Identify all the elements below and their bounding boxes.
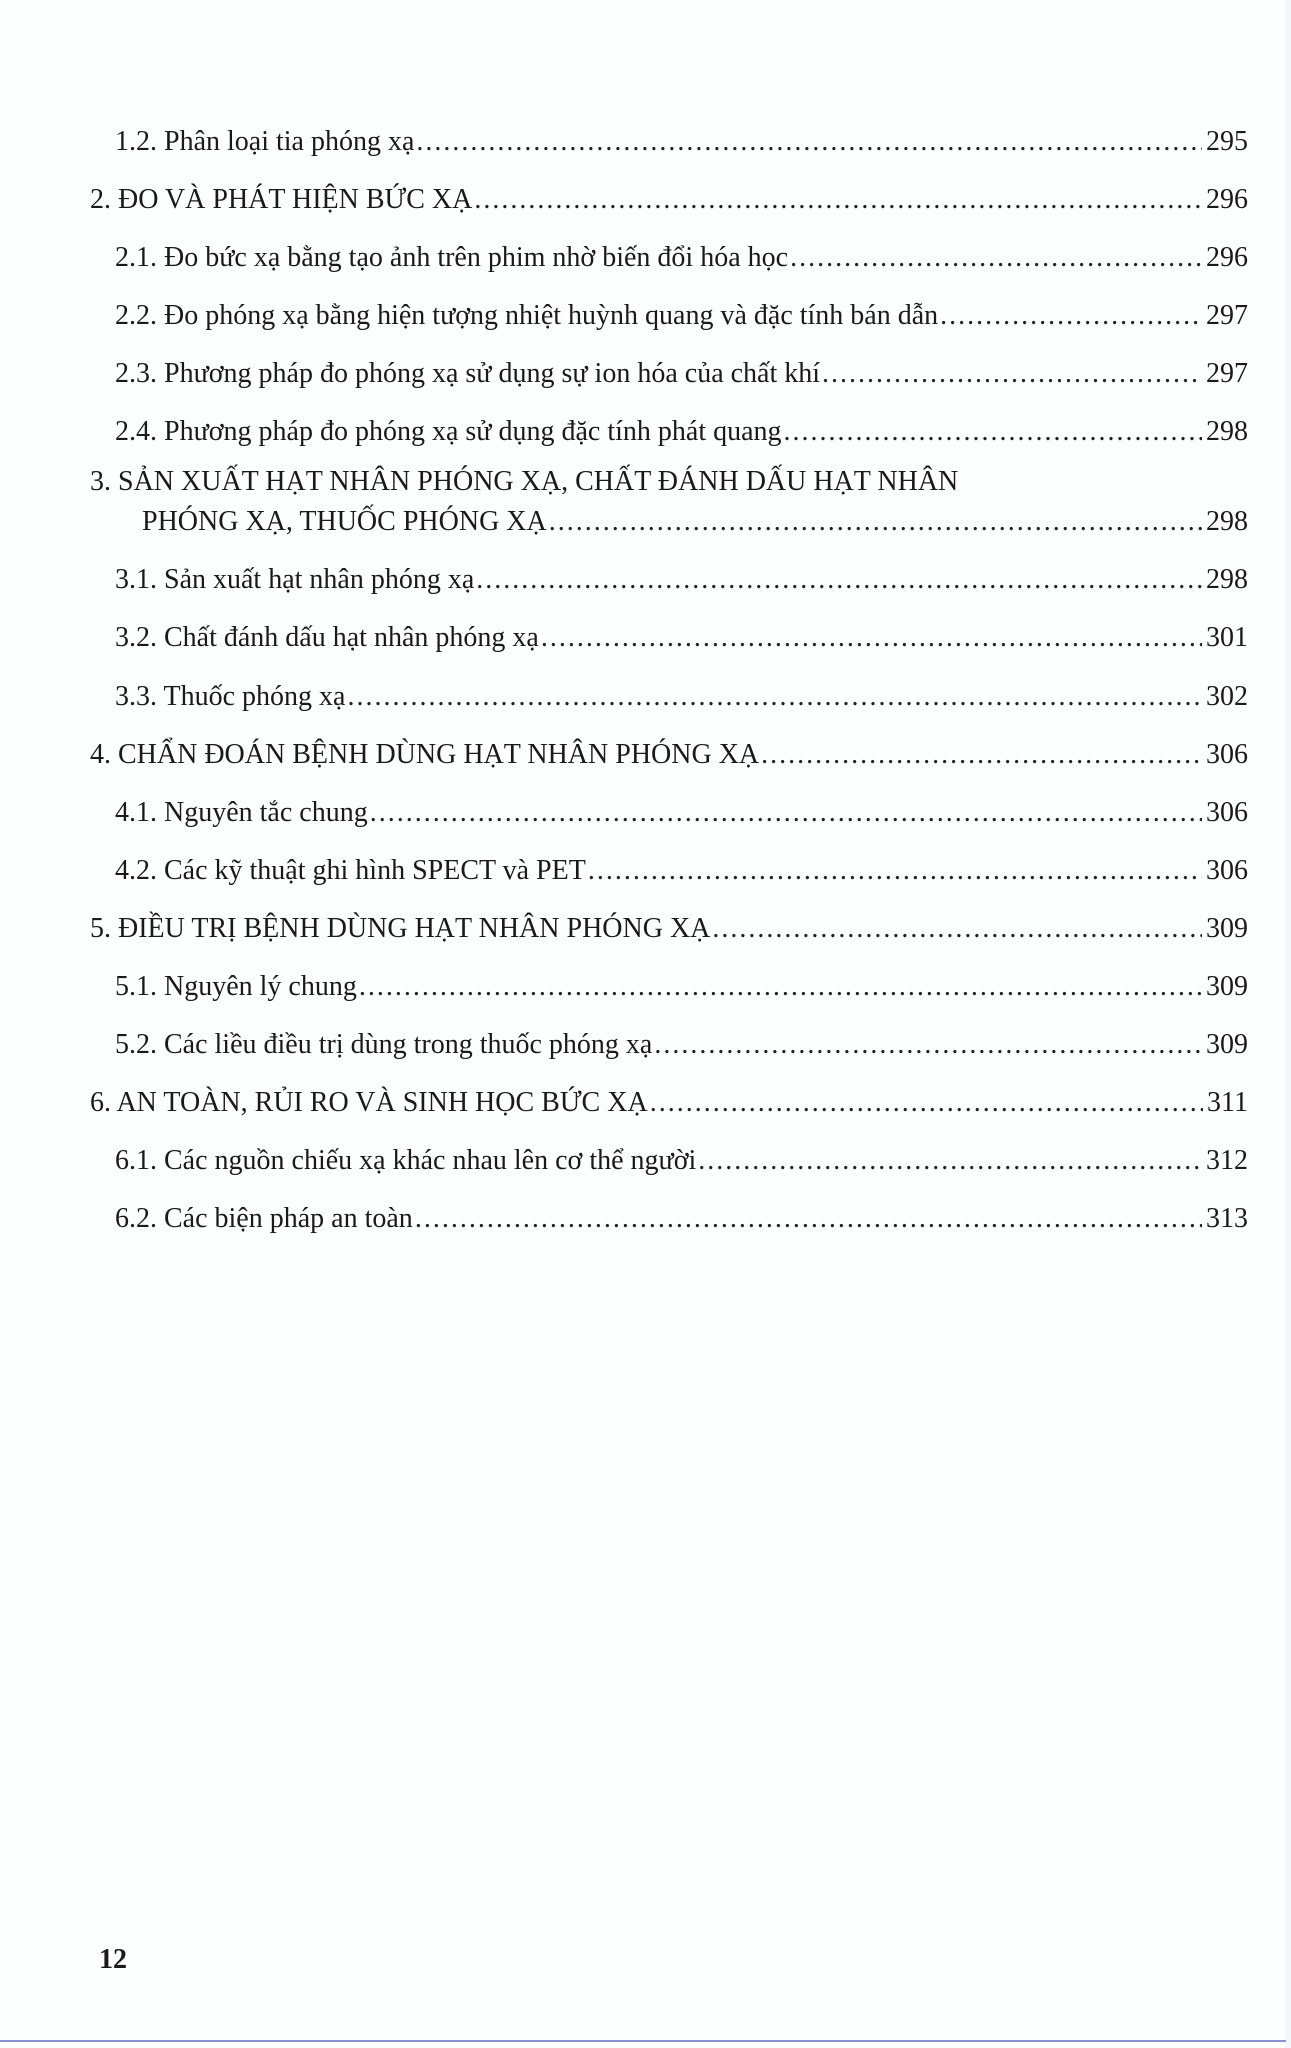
toc-entry-label: 3. SẢN XUẤT HẠT NHÂN PHÓNG XẠ, CHẤT ĐÁNH DẤU HẠT NHÂN [90, 466, 959, 497]
dot-leader [784, 412, 1202, 452]
toc-entry-label: 4.1. Nguyên tắc chung [115, 797, 368, 828]
toc-entry-page: 295 [1206, 126, 1248, 157]
toc-entry-label: 3.2. Chất đánh dấu hạt nhân phóng xạ [115, 622, 539, 653]
dot-leader [654, 1025, 1202, 1065]
page-edge [1285, 0, 1291, 2048]
dot-leader [588, 851, 1202, 891]
toc-entry-label: PHÓNG XẠ, THUỐC PHÓNG XẠ [142, 506, 547, 537]
toc-entry-page: 298 [1206, 506, 1248, 537]
toc-entry-label: 2.4. Phương pháp đo phóng xạ sử dụng đặc tính phát quang [115, 416, 782, 447]
toc-entry-label: 5.1. Nguyên lý chung [115, 971, 357, 1002]
toc-entry-page: 302 [1206, 681, 1248, 712]
toc-entry-label: 6.2. Các biện pháp an toàn [115, 1203, 413, 1234]
dot-leader [650, 1083, 1203, 1123]
toc-entry [115, 1025, 1248, 1065]
toc-entry-page: 296 [1206, 242, 1248, 273]
toc-entry-page: 296 [1206, 184, 1248, 215]
toc-entry-label: 3.1. Sản xuất hạt nhân phóng xạ [115, 564, 475, 595]
toc-entry [115, 793, 1248, 833]
toc-entry-label: 6.1. Các nguồn chiếu xạ khác nhau lên cơ thể người [115, 1145, 697, 1176]
toc-entry-label: 6. AN TOÀN, RỦI RO VÀ SINH HỌC BỨC XẠ [90, 1087, 648, 1118]
toc-entry-page: 311 [1207, 1087, 1248, 1118]
toc-entry [115, 412, 1248, 452]
toc-entry-label: 2.2. Đo phóng xạ bằng hiện tượng nhiệt huỳnh quang và đặc tính bán dẫn [115, 300, 939, 331]
toc-entry [115, 354, 1248, 394]
toc-entry-page: 298 [1206, 564, 1248, 595]
toc-entry-page: 306 [1206, 739, 1248, 770]
dot-leader [698, 1141, 1202, 1181]
toc-entry-label: 1.2. Phân loại tia phóng xạ [115, 126, 415, 157]
toc-entry-label: 2.3. Phương pháp đo phóng xạ sử dụng sự ion hóa của chất khí [115, 358, 821, 389]
toc-entry-label: 4.2. Các kỹ thuật ghi hình SPECT và PET [115, 855, 586, 886]
toc-entry-label: 4. CHẨN ĐOÁN BỆNH DÙNG HẠT NHÂN PHÓNG XẠ [90, 739, 760, 770]
dot-leader [940, 296, 1202, 336]
dot-leader [370, 793, 1202, 833]
toc-entry [115, 1141, 1248, 1181]
page-number: 12 [99, 1944, 127, 1975]
toc-entry [115, 1199, 1248, 1239]
toc-entry-page: 313 [1206, 1203, 1248, 1234]
toc-entry [90, 909, 1248, 949]
dot-leader [359, 967, 1202, 1007]
dot-leader [790, 238, 1202, 278]
dot-leader [474, 180, 1202, 220]
toc-entry-page: 306 [1206, 855, 1248, 886]
toc-entry-label: 2.1. Đo bức xạ bằng tạo ảnh trên phim nhờ biến đổi hóa học [115, 242, 789, 273]
toc-entry [115, 238, 1248, 278]
toc-entry-heading-line [90, 462, 1248, 502]
toc-entry-label: 3.3. Thuốc phóng xạ [115, 681, 346, 712]
toc-entry-page: 309 [1206, 913, 1248, 944]
toc-entry-label: 5. ĐIỀU TRỊ BỆNH DÙNG HẠT NHÂN PHÓNG XẠ [90, 913, 711, 944]
toc-entry [115, 677, 1248, 717]
toc-entry [115, 851, 1248, 891]
toc-entry-label: 5.2. Các liều điều trị dùng trong thuốc phóng xạ [115, 1029, 653, 1060]
toc-entry-page: 309 [1206, 1029, 1248, 1060]
dot-leader [347, 677, 1202, 717]
toc-entry [115, 967, 1248, 1007]
dot-leader [712, 909, 1202, 949]
toc-entry-page: 306 [1206, 797, 1248, 828]
toc-entry [115, 618, 1248, 658]
dot-leader [761, 735, 1202, 775]
bottom-edge-line [0, 2040, 1286, 2042]
toc-entry-page: 312 [1206, 1145, 1248, 1176]
toc-entry [90, 735, 1248, 775]
toc-entry [90, 1083, 1248, 1123]
toc-entry-page: 309 [1206, 971, 1248, 1002]
dot-leader [416, 122, 1202, 162]
toc-entry [115, 296, 1248, 336]
dot-leader [415, 1199, 1202, 1239]
dot-leader [822, 354, 1202, 394]
dot-leader [541, 618, 1202, 658]
toc-entry-label: 2. ĐO VÀ PHÁT HIỆN BỨC XẠ [90, 184, 473, 215]
toc-entry [115, 560, 1248, 600]
toc-entry-page: 297 [1206, 358, 1248, 389]
dot-leader [549, 502, 1202, 542]
toc-entry-page: 297 [1206, 300, 1248, 331]
toc-entry-continuation [142, 502, 1248, 542]
dot-leader [476, 560, 1202, 600]
toc-entry [115, 122, 1248, 162]
toc-entry-page: 301 [1206, 622, 1248, 653]
toc-entry-page: 298 [1206, 416, 1248, 447]
toc-entry [90, 180, 1248, 220]
